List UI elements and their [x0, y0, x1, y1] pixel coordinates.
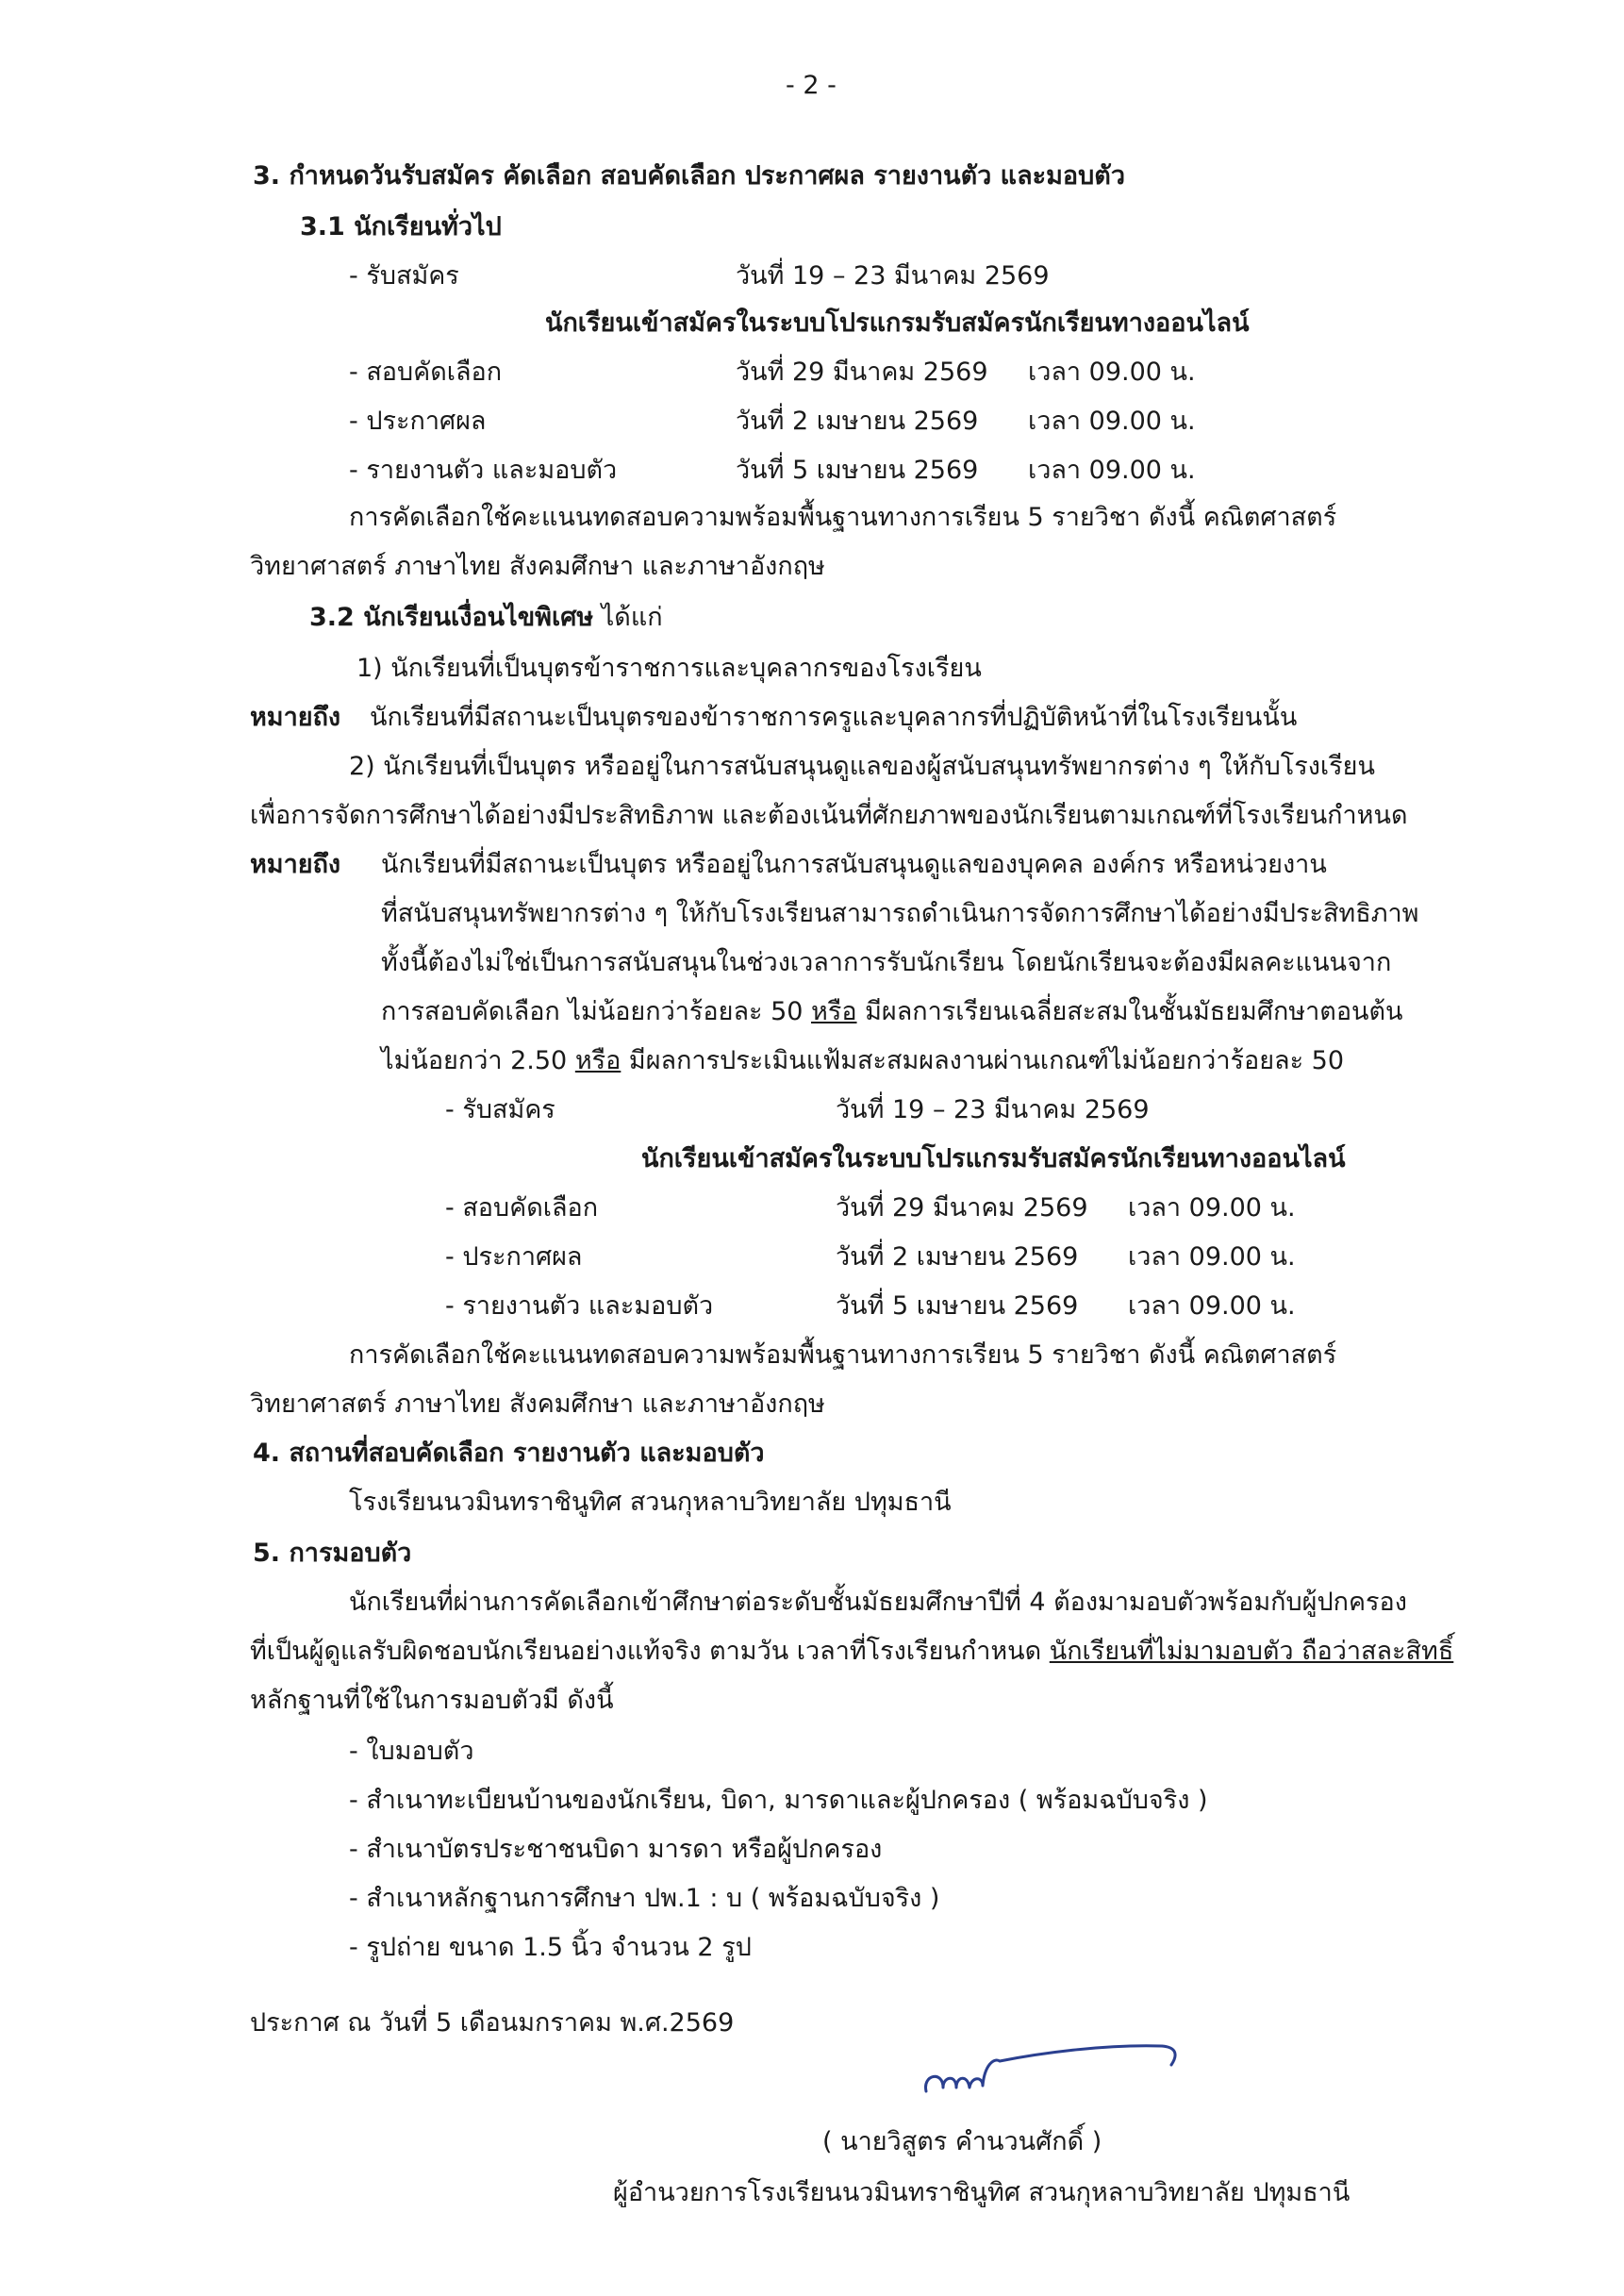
section-4-place: โรงเรียนนวมินทราชินูทิศ สวนกุหลาบวิทยาลัย ปทุมธานี: [349, 1488, 952, 1517]
s31-schedule-time: เวลา 09.00 น.: [1028, 456, 1196, 485]
s5-paragraph-line: [250, 1634, 1453, 1670]
s31-schedule-date: วันที่ 5 เมษายน 2569: [736, 456, 979, 485]
s31-criteria-line: วิทยาศาสตร์ ภาษาไทย สังคมศึกษา และภาษาอังกฤษ: [250, 552, 825, 581]
s32-schedule-label: - ประกาศผล: [445, 1242, 583, 1272]
s31-schedule-date: วันที่ 2 เมษายน 2569: [736, 407, 979, 436]
document-item: - สำเนาหลักฐานการศึกษา ปพ.1 : บ ( พร้อมฉบับจริง ): [349, 1884, 940, 1913]
s32-heading-suffix: ได้แก่: [593, 603, 663, 632]
s31-schedule-time: เวลา 09.00 น.: [1028, 358, 1196, 387]
meaning-text: ไม่น้อยกว่า 2.50: [381, 1046, 575, 1075]
s5-paragraph-line: หลักฐานที่ใช้ในการมอบตัวมี ดังนี้: [250, 1686, 614, 1715]
s31-schedule-label: - สอบคัดเลือก: [349, 358, 503, 387]
s32-schedule-time: เวลา 09.00 น.: [1128, 1193, 1296, 1223]
meaning-text: การสอบคัดเลือก ไม่น้อยกว่าร้อยละ 50: [381, 997, 812, 1026]
document-item: - ใบมอบตัว: [349, 1737, 474, 1766]
announce-date: ประกาศ ณ วันที่ 5 เดือนมกราคม พ.ศ.2569: [250, 2008, 735, 2038]
signature-image: [915, 2033, 1198, 2118]
meaning-label: หมายถึง: [250, 703, 341, 732]
s32-apply-label: - รับสมัคร: [445, 1095, 555, 1124]
s32-item-2-line: 2) นักเรียนที่เป็นบุตร หรืออยู่ในการสนับสนุนดูแลของผู้สนับสนุนทรัพยากรต่าง ๆ ให้กับโรงเรียน: [349, 752, 1375, 781]
s31-schedule-time: เวลา 09.00 น.: [1028, 407, 1196, 436]
s32-schedule-date: วันที่ 5 เมษายน 2569: [836, 1291, 1079, 1321]
s32-criteria-line: การคัดเลือกใช้คะแนนทดสอบความพร้อมพื้นฐานทางการเรียน 5 รายวิชา ดังนี้ คณิตศาสตร์: [349, 1340, 1337, 1370]
s31-schedule-label: - ประกาศผล: [349, 407, 487, 436]
s32-item-2-meaning-line: ทั้งนี้ต้องไม่ใช่เป็นการสนับสนุนในช่วงเวลาการรับนักเรียน โดยนักเรียนจะต้องมีผลคะแนนจาก: [381, 948, 1392, 977]
page-number: - 2 -: [786, 71, 837, 100]
s32-item-1: 1) นักเรียนที่เป็นบุตรข้าราชการและบุคลากรของโรงเรียน: [356, 654, 982, 683]
meaning-text: มีผลการเรียนเฉลี่ยสะสมในชั้นมัธยมศึกษาตอนต้น: [856, 997, 1403, 1026]
s32-criteria-line: วิทยาศาสตร์ ภาษาไทย สังคมศึกษา และภาษาอังกฤษ: [250, 1389, 825, 1419]
document-item: - สำเนาทะเบียนบ้านของนักเรียน, บิดา, มารดาและผู้ปกครอง ( พร้อมฉบับจริง ): [349, 1786, 1208, 1815]
s32-schedule-date: วันที่ 29 มีนาคม 2569: [836, 1193, 1088, 1223]
meaning-text: มีผลการประเมินแฟ้มสะสมผลงานผ่านเกณฑ์ไม่น้อยกว่าร้อยละ 50: [621, 1046, 1345, 1075]
signer-name: ( นายวิสูตร คำนวนศักดิ์ ): [822, 2127, 1102, 2156]
section-3-heading: 3. กำหนดวันรับสมัคร คัดเลือก สอบคัดเลือก ประกาศผล รายงานตัว และมอบตัว: [253, 161, 1125, 191]
section-4-heading: 4. สถานที่สอบคัดเลือก รายงานตัว และมอบตัว: [253, 1439, 765, 1468]
s32-schedule-time: เวลา 09.00 น.: [1128, 1291, 1296, 1321]
s32-item-2-meaning-line: [381, 1043, 1344, 1079]
or-word: หรือ: [811, 997, 857, 1026]
forfeit-note: นักเรียนที่ไม่มามอบตัว ถือว่าสละสิทธิ์: [1049, 1637, 1454, 1666]
s31-online-note: นักเรียนเข้าสมัครในระบบโปรแกรมรับสมัครนักเรียนทางออนไลน์: [545, 308, 1250, 338]
s32-item-2-meaning-line: [381, 994, 1403, 1030]
s32-heading-text: 3.2 นักเรียนเงื่อนไขพิเศษ: [309, 603, 594, 632]
s32-schedule-label: - รายงานตัว และมอบตัว: [445, 1291, 714, 1321]
s32-item-2-line: เพื่อการจัดการศึกษาได้อย่างมีประสิทธิภาพ และต้องเน้นที่ศักยภาพของนักเรียนตามเกณฑ์ที่โรงเรียนกำหนด: [250, 801, 1408, 830]
s31-schedule-label: - รายงานตัว และมอบตัว: [349, 456, 618, 485]
section-3-2-heading: [309, 600, 663, 636]
s5-paragraph-line: นักเรียนที่ผ่านการคัดเลือกเข้าศึกษาต่อระดับชั้นมัธยมศึกษาปีที่ 4 ต้องมามอบตัวพร้อมกับผู้ปกครอง: [349, 1588, 1407, 1617]
s32-item-1-meaning: นักเรียนที่มีสถานะเป็นบุตรของข้าราชการครูและบุคลากรที่ปฏิบัติหน้าที่ในโรงเรียนนั้น: [370, 703, 1298, 732]
s32-schedule-date: วันที่ 2 เมษายน 2569: [836, 1242, 1079, 1272]
s5-paragraph-text: ที่เป็นผู้ดูแลรับผิดชอบนักเรียนอย่างแท้จริง ตามวัน เวลาที่โรงเรียนกำหนด: [250, 1637, 1050, 1666]
section-5-heading: 5. การมอบตัว: [253, 1539, 412, 1568]
s32-item-2-meaning-line: ที่สนับสนุนทรัพยากรต่าง ๆ ให้กับโรงเรียนสามารถดำเนินการจัดการศึกษาได้อย่างมีประสิทธิภาพ: [381, 899, 1419, 928]
document-item: - สำเนาบัตรประชาชนบิดา มารดา หรือผู้ปกครอง: [349, 1835, 883, 1864]
s31-apply-date: วันที่ 19 – 23 มีนาคม 2569: [736, 261, 1050, 291]
meaning-label: หมายถึง: [250, 850, 341, 879]
s31-apply-label: - รับสมัคร: [349, 261, 459, 291]
s31-criteria-line: การคัดเลือกใช้คะแนนทดสอบความพร้อมพื้นฐานทางการเรียน 5 รายวิชา ดังนี้ คณิตศาสตร์: [349, 503, 1337, 532]
signer-position: ผู้อำนวยการโรงเรียนนวมินทราชินูทิศ สวนกุหลาบวิทยาลัย ปทุมธานี: [613, 2178, 1351, 2207]
s32-item-2-meaning-line: นักเรียนที่มีสถานะเป็นบุตร หรืออยู่ในการสนับสนุนดูแลของบุคคล องค์กร หรือหน่วยงาน: [381, 850, 1327, 879]
s31-schedule-date: วันที่ 29 มีนาคม 2569: [736, 358, 988, 387]
or-word: หรือ: [574, 1046, 621, 1075]
section-3-1-heading: 3.1 นักเรียนทั่วไป: [300, 212, 502, 241]
s32-schedule-label: - สอบคัดเลือก: [445, 1193, 599, 1223]
s32-online-note: นักเรียนเข้าสมัครในระบบโปรแกรมรับสมัครนักเรียนทางออนไลน์: [641, 1144, 1346, 1173]
s32-apply-date: วันที่ 19 – 23 มีนาคม 2569: [836, 1095, 1150, 1124]
s32-schedule-time: เวลา 09.00 น.: [1128, 1242, 1296, 1272]
document-item: - รูปถ่าย ขนาด 1.5 นิ้ว จำนวน 2 รูป: [349, 1933, 752, 1962]
